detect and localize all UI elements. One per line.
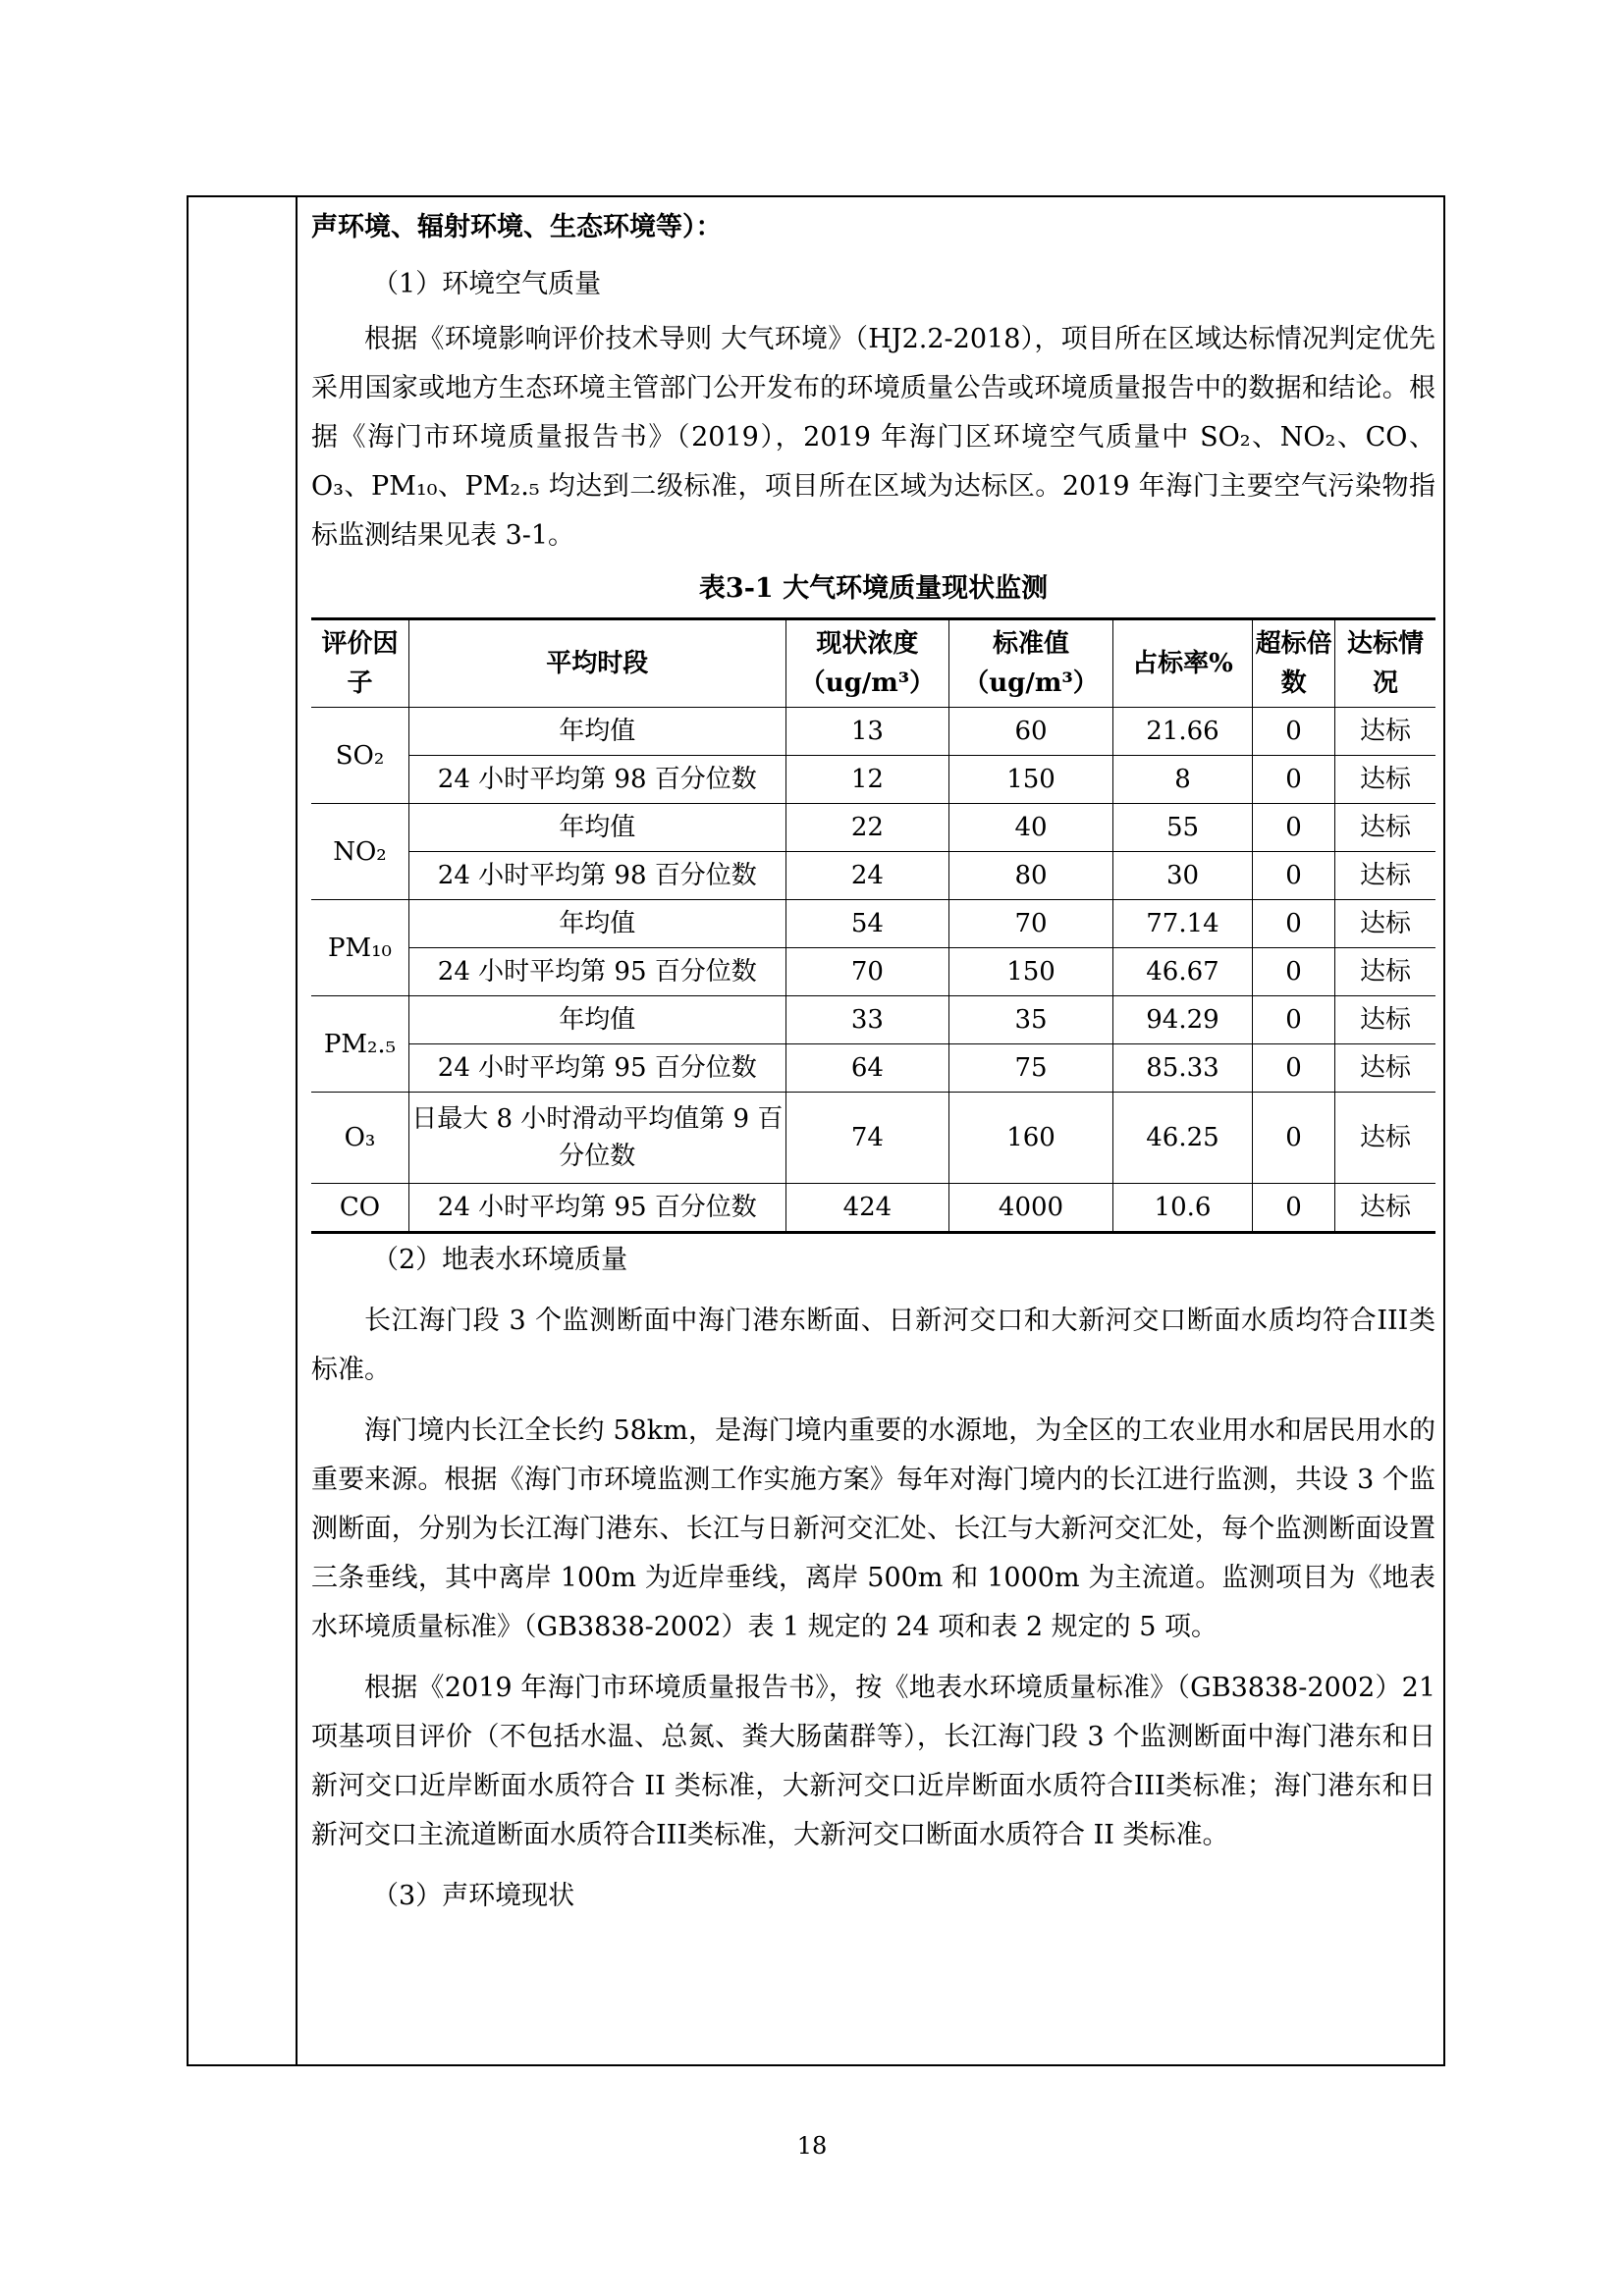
cell-factor: NO₂ [311,804,408,900]
section-heading: 声环境、辐射环境、生态环境等）： [311,212,723,242]
cell-concentration: 24 [785,852,949,900]
paragraph-surface-water-3: 根据《2019 年海门市环境质量报告书》，按《地表水环境质量标准》（GB3838-2002）21 项基项目评价（不包括水温、总氮、粪大肠菌群等），长江海门段 3 个监测断面中海门港东和日新河交口近岸断面水质符合 II 类标准，大新河交口近岸断面水质符合III类标准；海门港东和日新河交口主流道断面水质符合III类标准，大新河交口断面水质符合 II 类标准。 [311,1673,1435,1850]
table-row [311,756,1435,804]
cell-status: 达标 [1334,948,1435,996]
cell-standard: 60 [949,708,1113,756]
cell-standard: 35 [949,996,1113,1044]
cell-standard: 80 [949,852,1113,900]
cell-status: 达标 [1334,804,1435,852]
cell-factor: CO [311,1184,408,1233]
cell-ratio: 30 [1112,852,1252,900]
header-ratio: 占标率% [1112,619,1252,708]
table-row [311,708,1435,756]
cell-exceed: 0 [1253,900,1335,948]
cell-standard: 75 [949,1044,1113,1093]
table-row [311,852,1435,900]
header-exceed: 超标倍数 [1253,619,1335,708]
cell-concentration: 70 [785,948,949,996]
table-row [311,996,1435,1044]
cell-period: 24 小时平均第 95 百分位数 [408,948,785,996]
table-row [311,1093,1435,1184]
header-standard: 标准值（ug/m³） [949,619,1113,708]
cell-period: 24 小时平均第 98 百分位数 [408,852,785,900]
cell-concentration: 33 [785,996,949,1044]
cell-ratio: 85.33 [1112,1044,1252,1093]
cell-exceed: 0 [1253,948,1335,996]
subsection-3-title: （3）声环境现状 [372,1881,575,1911]
cell-period: 年均值 [408,708,785,756]
cell-period: 年均值 [408,996,785,1044]
cell-ratio: 46.25 [1112,1093,1252,1184]
table-row [311,1044,1435,1093]
cell-period: 年均值 [408,804,785,852]
table-row [311,804,1435,852]
cell-ratio: 10.6 [1112,1184,1252,1233]
header-status: 达标情况 [1334,619,1435,708]
cell-factor: PM₂.₅ [311,996,408,1093]
cell-concentration: 12 [785,756,949,804]
cell-exceed: 0 [1253,708,1335,756]
cell-concentration: 74 [785,1093,949,1184]
cell-exceed: 0 [1253,756,1335,804]
cell-status: 达标 [1334,708,1435,756]
table-row [311,1184,1435,1233]
cell-ratio: 94.29 [1112,996,1252,1044]
cell-period: 24 小时平均第 95 百分位数 [408,1044,785,1093]
cell-ratio: 21.66 [1112,708,1252,756]
cell-period: 24 小时平均第 98 百分位数 [408,756,785,804]
cell-standard: 4000 [949,1184,1113,1233]
subsection-2-title: （2）地表水环境质量 [372,1245,628,1275]
cell-standard: 160 [949,1093,1113,1184]
cell-concentration: 54 [785,900,949,948]
cell-status: 达标 [1334,996,1435,1044]
cell-exceed: 0 [1253,996,1335,1044]
content-frame [187,195,1445,2066]
cell-ratio: 55 [1112,804,1252,852]
cell-factor: O₃ [311,1093,408,1184]
left-column-divider [296,197,298,2064]
table-caption: 表3-1 大气环境质量现状监测 [698,573,1049,604]
cell-standard: 40 [949,804,1113,852]
content-column [311,197,1435,1921]
subsection-1-title: （1）环境空气质量 [372,269,602,299]
table-header-row [311,619,1435,708]
cell-exceed: 0 [1253,1184,1335,1233]
cell-concentration: 13 [785,708,949,756]
cell-status: 达标 [1334,852,1435,900]
header-factor: 评价因子 [311,619,408,708]
header-period: 平均时段 [408,619,785,708]
header-concentration: 现状浓度（ug/m³） [785,619,949,708]
cell-exceed: 0 [1253,852,1335,900]
cell-standard: 150 [949,756,1113,804]
cell-concentration: 424 [785,1184,949,1233]
cell-ratio: 77.14 [1112,900,1252,948]
cell-concentration: 22 [785,804,949,852]
cell-status: 达标 [1334,756,1435,804]
cell-standard: 150 [949,948,1113,996]
cell-ratio: 46.67 [1112,948,1252,996]
cell-period: 日最大 8 小时滑动平均值第 9 百分位数 [408,1093,785,1184]
page-number: 18 [796,2132,828,2160]
paragraph-air-quality: 根据《环境影响评价技术导则 大气环境》（HJ2.2-2018），项目所在区域达标情况判定优先采用国家或地方生态环境主管部门公开发布的环境质量公告或环境质量报告中的数据和结论。根据《海门市环境质量报告书》（2019），2019 年海门区环境空气质量中 SO₂、NO₂、CO、O₃、PM₁₀、PM₂.₅ 均达到二级标准，项目所在区域为达标区。2019 年海门主要空气污染物指标监测结果见表 3-1。 [311,324,1435,551]
cell-exceed: 0 [1253,804,1335,852]
cell-concentration: 64 [785,1044,949,1093]
cell-exceed: 0 [1253,1044,1335,1093]
cell-period: 年均值 [408,900,785,948]
cell-ratio: 8 [1112,756,1252,804]
table-row [311,900,1435,948]
cell-exceed: 0 [1253,1093,1335,1184]
paragraph-surface-water-2: 海门境内长江全长约 58km，是海门境内重要的水源地，为全区的工农业用水和居民用水的重要来源。根据《海门市环境监测工作实施方案》每年对海门境内的长江进行监测，共设 3 个监测断面，分别为长江海门港东、长江与日新河交汇处、长江与大新河交汇处，每个监测断面设置三条垂线，其中离岸 100m 为近岸垂线，离岸 500m 和 1000m 为主流道。监测项目为《地表水环境质量标准》（GB3838-2002）表 1 规定的 24 项和表 2 规定的 5 项。 [311,1415,1435,1642]
table-row [311,948,1435,996]
air-quality-table [311,617,1435,1234]
cell-status: 达标 [1334,1184,1435,1233]
cell-factor: SO₂ [311,708,408,804]
cell-period: 24 小时平均第 95 百分位数 [408,1184,785,1233]
paragraph-surface-water-1: 长江海门段 3 个监测断面中海门港东断面、日新河交口和大新河交口断面水质均符合III类标准。 [311,1306,1435,1385]
cell-status: 达标 [1334,1044,1435,1093]
cell-status: 达标 [1334,1093,1435,1184]
cell-factor: PM₁₀ [311,900,408,996]
cell-status: 达标 [1334,900,1435,948]
cell-standard: 70 [949,900,1113,948]
